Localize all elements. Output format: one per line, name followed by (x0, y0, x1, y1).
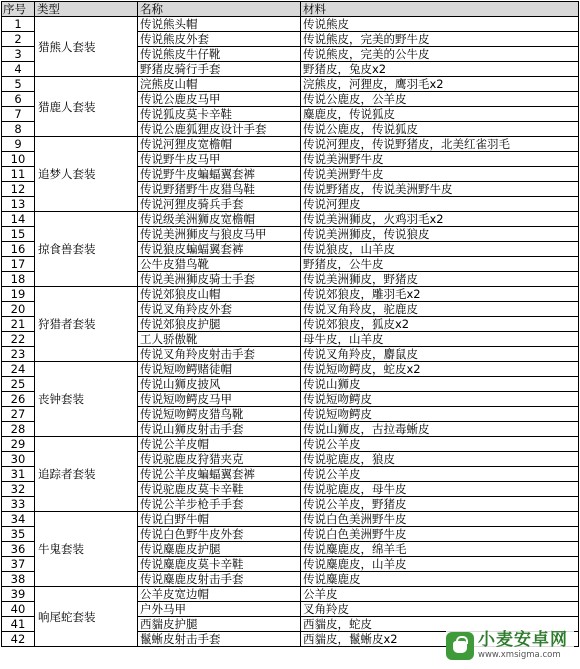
table-row (2, 77, 579, 92)
row-number: 11 (2, 167, 35, 182)
item-material: 传说公羊皮 (301, 467, 579, 482)
row-number: 7 (2, 107, 35, 122)
item-name: 传说野牛皮蝙蝠翼套裤 (138, 167, 301, 182)
row-number: 20 (2, 302, 35, 317)
item-name: 传说短吻鳄皮马甲 (138, 392, 301, 407)
item-name: 传说野猪野牛皮猎鸟鞋 (138, 182, 301, 197)
row-number: 26 (2, 392, 35, 407)
item-material: 传说熊皮，完美的野牛皮 (301, 32, 579, 47)
item-material: 传说短吻鳄皮 (301, 392, 579, 407)
watermark-url: www.xmsigma.com (478, 650, 561, 661)
row-number: 8 (2, 122, 35, 137)
item-material: 传说麋鹿皮，绵羊毛 (301, 542, 579, 557)
row-number: 41 (2, 617, 35, 632)
row-number: 16 (2, 242, 35, 257)
item-material: 传说山狮皮，古拉毒蜥皮 (301, 422, 579, 437)
row-number: 25 (2, 377, 35, 392)
row-number: 14 (2, 212, 35, 227)
row-number: 17 (2, 257, 35, 272)
item-name: 公牛皮猎鸟靴 (138, 257, 301, 272)
item-material: 传说野猪皮，传说美洲野牛皮 (301, 182, 579, 197)
item-name: 传说狼皮蝙蝠翼套裤 (138, 242, 301, 257)
row-number: 37 (2, 557, 35, 572)
row-number: 12 (2, 182, 35, 197)
row-number: 36 (2, 542, 35, 557)
item-name: 传说郊狼皮护腿 (138, 317, 301, 332)
row-number: 22 (2, 332, 35, 347)
item-material: 西貒皮，蛇皮 (301, 617, 579, 632)
table-row (2, 137, 579, 152)
row-number: 5 (2, 77, 35, 92)
item-material: 传说美洲野牛皮 (301, 152, 579, 167)
item-material: 传说驼鹿皮，母牛皮 (301, 482, 579, 497)
item-name: 户外马甲 (138, 602, 301, 617)
header-row (2, 2, 579, 17)
table-row (2, 587, 579, 602)
row-number: 2 (2, 32, 35, 47)
item-name: 传说驼鹿皮莫卡辛鞋 (138, 482, 301, 497)
item-name: 传说麋鹿皮护腿 (138, 542, 301, 557)
item-name: 传说麋鹿皮莫卡辛鞋 (138, 557, 301, 572)
item-material: 传说短吻鳄皮，蛇皮x2 (301, 362, 579, 377)
item-material: 传说公鹿皮，公羊皮 (301, 92, 579, 107)
row-number: 42 (2, 632, 35, 647)
item-name: 浣熊皮山帽 (138, 77, 301, 92)
set-type: 丧钟套装 (35, 362, 138, 437)
item-material: 野猪皮，公牛皮 (301, 257, 579, 272)
item-material: 传说郊狼皮，雕羽毛x2 (301, 287, 579, 302)
row-number: 28 (2, 422, 35, 437)
set-type: 追梦人套装 (35, 137, 138, 212)
set-type: 狩猎者套装 (35, 287, 138, 362)
item-material: 传说美洲狮皮，火鸡羽毛x2 (301, 212, 579, 227)
item-name: 传说山狮皮披风 (138, 377, 301, 392)
item-material: 传说山狮皮 (301, 377, 579, 392)
item-material: 传说美洲狮皮，野猪皮 (301, 272, 579, 287)
item-name: 传说公鹿狐狸皮设计手套 (138, 122, 301, 137)
item-material: 公羊皮 (301, 587, 579, 602)
item-name: 传说熊皮牛仔靴 (138, 47, 301, 62)
item-name: 传说短吻鳄皮猎鸟靴 (138, 407, 301, 422)
item-name: 传说短吻鳄赌徒帽 (138, 362, 301, 377)
row-number: 3 (2, 47, 35, 62)
item-material: 传说白色美洲野牛皮 (301, 512, 579, 527)
item-material: 传说狼皮，山羊皮 (301, 242, 579, 257)
item-material: 传说河狸皮 (301, 197, 579, 212)
row-number: 6 (2, 92, 35, 107)
item-material: 传说郊狼皮，狐皮x2 (301, 317, 579, 332)
item-material: 传说叉角羚皮，麝鼠皮 (301, 347, 579, 362)
item-material: 西貒皮，鬣蜥皮x2 (301, 632, 579, 647)
table-body (2, 17, 579, 651)
set-type: 猎鹿人套装 (35, 77, 138, 137)
row-number: 15 (2, 227, 35, 242)
item-name: 传说河狸皮骑兵手套 (138, 197, 301, 212)
item-name: 传说狐皮莫卡辛鞋 (138, 107, 301, 122)
row-number: 32 (2, 482, 35, 497)
item-name: 传说美洲狮皮骑士手套 (138, 272, 301, 287)
row-number: 34 (2, 512, 35, 527)
item-material: 传说白色美洲野牛皮 (301, 527, 579, 542)
item-material: 传说美洲狮皮，传说狼皮 (301, 227, 579, 242)
header-type: 类型 (35, 2, 138, 17)
header-material: 材料 (301, 2, 579, 17)
row-number: 18 (2, 272, 35, 287)
item-name: 传说山狮皮射击手套 (138, 422, 301, 437)
row-number: 27 (2, 407, 35, 422)
row-number: 38 (2, 572, 35, 587)
table-row (2, 362, 579, 377)
table-row (2, 287, 579, 302)
item-material: 浣熊皮，河狸皮，鹰羽毛x2 (301, 77, 579, 92)
shopping-bag-logo-icon (446, 632, 474, 660)
set-type: 追踪者套装 (35, 437, 138, 512)
item-material: 传说麋鹿皮，山羊皮 (301, 557, 579, 572)
item-material: 叉角羚皮 (301, 602, 579, 617)
row-number: 33 (2, 497, 35, 512)
table-row (2, 17, 579, 32)
row-number: 13 (2, 197, 35, 212)
item-name: 传说公鹿皮马甲 (138, 92, 301, 107)
table-row (2, 212, 579, 227)
table-row (2, 512, 579, 527)
item-name: 传说郊狼皮山帽 (138, 287, 301, 302)
row-number: 39 (2, 587, 35, 602)
row-number: 23 (2, 347, 35, 362)
row-number: 4 (2, 62, 35, 77)
item-material: 传说熊皮 (301, 17, 579, 32)
item-name: 鬣蜥皮射击手套 (138, 632, 301, 647)
row-number: 30 (2, 452, 35, 467)
item-name: 传说公羊皮帽 (138, 437, 301, 452)
item-material: 传说熊皮，完美的公牛皮 (301, 47, 579, 62)
item-name: 传说叉角羚皮外套 (138, 302, 301, 317)
item-name: 传说熊皮外套 (138, 32, 301, 47)
row-number: 10 (2, 152, 35, 167)
item-material: 麋鹿皮，传说狐皮 (301, 107, 579, 122)
item-name: 传说麋鹿皮射击手套 (138, 572, 301, 587)
equipment-table (1, 1, 579, 651)
item-name: 传说公羊步枪手手套 (138, 497, 301, 512)
item-name: 传说驼鹿皮狩猎夹克 (138, 452, 301, 467)
item-name: 传说白野牛帽 (138, 512, 301, 527)
set-type: 猎熊人套装 (35, 17, 138, 77)
row-number: 9 (2, 137, 35, 152)
table-row (2, 437, 579, 452)
watermark-title: 小麦安卓网 (478, 630, 568, 651)
item-name: 传说级美洲狮皮宽檐帽 (138, 212, 301, 227)
item-name: 传说熊头帽 (138, 17, 301, 32)
item-material: 传说美洲野牛皮 (301, 167, 579, 182)
item-name: 传说白色野牛皮外套 (138, 527, 301, 542)
item-name: 野猪皮骑行手套 (138, 62, 301, 77)
item-name: 工人骄傲靴 (138, 332, 301, 347)
item-material: 母牛皮，山羊皮 (301, 332, 579, 347)
set-type: 掠食兽套装 (35, 212, 138, 287)
set-type: 响尾蛇套装 (35, 587, 138, 647)
item-name: 传说野牛皮马甲 (138, 152, 301, 167)
row-number: 35 (2, 527, 35, 542)
set-type: 牛鬼套装 (35, 512, 138, 587)
item-material: 传说公鹿皮，传说狐皮 (301, 122, 579, 137)
row-number: 19 (2, 287, 35, 302)
item-name: 传说美洲狮皮与狼皮马甲 (138, 227, 301, 242)
row-number: 31 (2, 467, 35, 482)
row-number: 40 (2, 602, 35, 617)
item-material: 传说河狸皮，传说野猪皮，北美红雀羽毛 (301, 137, 579, 152)
item-name: 传说河狸皮宽檐帽 (138, 137, 301, 152)
item-material: 传说叉角羚皮，驼鹿皮 (301, 302, 579, 317)
item-name: 传说公羊皮蝙蝠翼套裤 (138, 467, 301, 482)
row-number: 21 (2, 317, 35, 332)
row-number: 29 (2, 437, 35, 452)
item-name: 公羊皮宽边帽 (138, 587, 301, 602)
item-material: 野猪皮，兔皮x2 (301, 62, 579, 77)
header-name: 名称 (138, 2, 301, 17)
item-material: 传说麋鹿皮 (301, 572, 579, 587)
item-name: 传说叉角羚皮射击手套 (138, 347, 301, 362)
item-material: 传说公羊皮 (301, 437, 579, 452)
item-material: 传说公羊皮，野猪皮 (301, 497, 579, 512)
row-number: 24 (2, 362, 35, 377)
item-name: 西貒皮护腿 (138, 617, 301, 632)
item-material: 传说短吻鳄皮 (301, 407, 579, 422)
watermark (446, 629, 574, 663)
row-number: 1 (2, 17, 35, 32)
header-no: 序号 (2, 2, 35, 17)
item-material: 传说驼鹿皮，狼皮 (301, 452, 579, 467)
